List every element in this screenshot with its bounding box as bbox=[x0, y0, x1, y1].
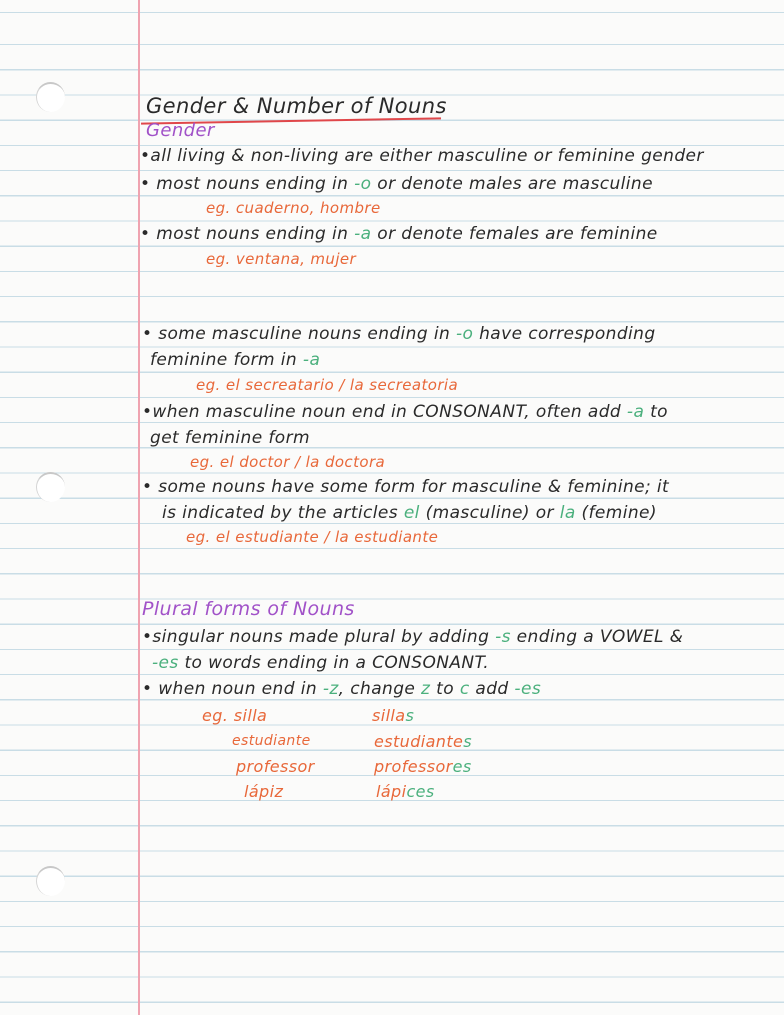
example-line: eg. el doctor / la doctora bbox=[190, 453, 386, 471]
note-line: get feminine form bbox=[150, 428, 310, 448]
binder-hole bbox=[36, 472, 65, 502]
note-line: feminine form in -a bbox=[150, 350, 321, 370]
plural-word: sillas bbox=[372, 706, 415, 725]
note-line: •when masculine noun end in CONSONANT, often add -a to bbox=[142, 402, 668, 422]
page-title: Gender & Number of Nouns bbox=[146, 94, 447, 118]
example-line: eg. el estudiante / la estudiante bbox=[186, 528, 439, 546]
note-line: • most nouns ending in -o or denote males are masculine bbox=[140, 174, 653, 194]
note-line: •singular nouns made plural by adding -s ending a VOWEL & bbox=[142, 627, 684, 647]
note-line: -es to words ending in a CONSONANT. bbox=[152, 653, 490, 673]
example-line: eg. el secreatario / la secreatoria bbox=[196, 376, 459, 394]
example-line: eg. ventana, mujer bbox=[206, 250, 357, 268]
note-line: • some nouns have some form for masculine & feminine; it bbox=[142, 477, 670, 497]
note-line: • some masculine nouns ending in -o have corresponding bbox=[142, 324, 656, 344]
binder-hole bbox=[36, 82, 65, 112]
binder-hole bbox=[36, 866, 65, 896]
singular-word: estudiante bbox=[232, 733, 311, 749]
note-line: •all living & non-living are either masculine or feminine gender bbox=[140, 146, 704, 166]
plural-heading: Plural forms of Nouns bbox=[142, 598, 355, 620]
plural-word: estudiantes bbox=[374, 732, 473, 751]
example-line: eg. cuaderno, hombre bbox=[206, 199, 381, 217]
plural-word: lápices bbox=[376, 782, 435, 801]
singular-word: eg. silla bbox=[202, 706, 268, 725]
gender-heading: Gender bbox=[146, 120, 215, 141]
note-line: is indicated by the articles el (masculine) or la (femine) bbox=[162, 503, 657, 523]
note-line: • most nouns ending in -a or denote females are feminine bbox=[140, 224, 658, 244]
note-line: • when noun end in -z, change z to c add -es bbox=[142, 679, 542, 699]
singular-word: professor bbox=[236, 757, 315, 776]
singular-word: lápiz bbox=[244, 782, 284, 801]
plural-word: professores bbox=[374, 757, 472, 776]
